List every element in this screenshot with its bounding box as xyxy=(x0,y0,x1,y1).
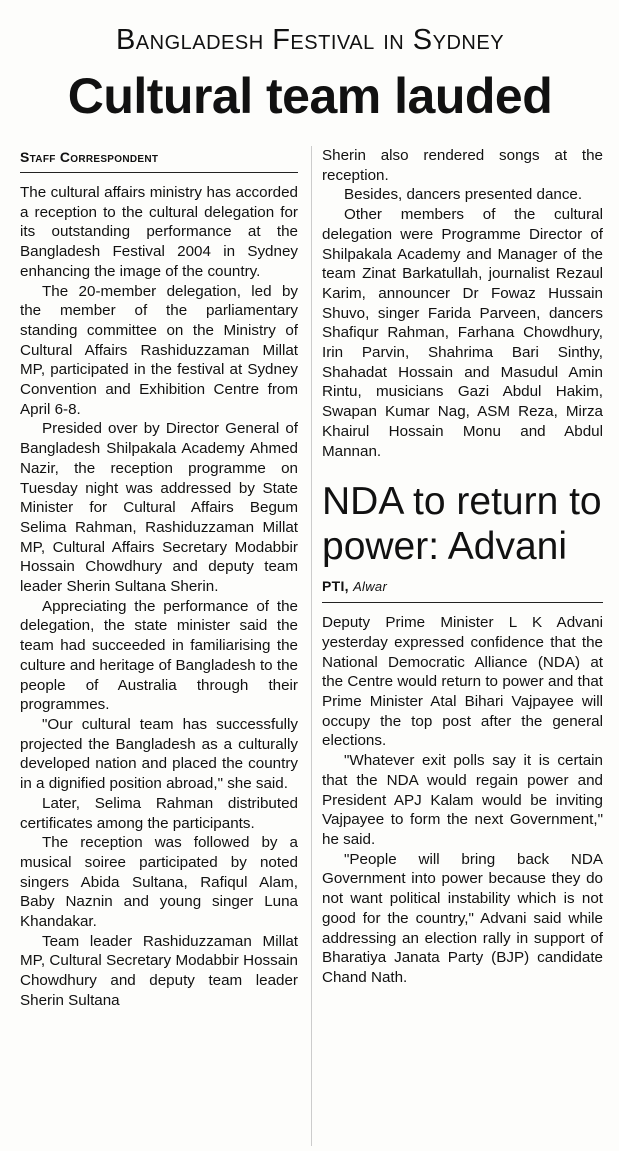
story1-paragraph: The reception was followed by a musical soiree participated by noted singers Abida Sultana, Rafiqul Alam, Baby Naznin and young singer Luna Khandakar. xyxy=(20,834,298,931)
byline-rule xyxy=(322,602,603,603)
story1-paragraph: "Our cultural team has successfully projected the Bangladesh as a culturally developed nation and placed the country in a dignified position abroad," she said. xyxy=(20,715,298,793)
story1-column-right xyxy=(322,146,603,1148)
story2-byline xyxy=(322,575,603,598)
story2-paragraph: "People will bring back NDA Government into power because they do not want political instability which is not good for the country," Advani said while addressing an election rally in support of Bharatiya Janata Party (BJP) candidate Chand Nath. xyxy=(322,850,603,986)
column-divider xyxy=(311,146,312,1146)
story2-paragraph: Deputy Prime Minister L K Advani yesterday expressed confidence that the National Democratic Alliance (NDA) at the Centre would return to power and that Prime Minister Atal Bihari Vajpayee will occupy the top post after the general elections. xyxy=(322,614,603,750)
story1-paragraph: Later, Selima Rahman distributed certificates among the participants. xyxy=(20,794,298,832)
story1-continuation: Other members of the cultural delegation were Programme Director of Shilpakala Academy and Manager of the team Zinat Barkatullah, journalist Rezaul Karim, announcer Dr Fowaz Hussain Shuvo, singer Farida Parveen, dancers Shafiqur Rahman, Farhana Chowdhury, Irin Parvin, Shahrima Bari Sinthy, Shahadat Hossain and Masudul Amin Rintu, musicians Gazi Abdul Hakim, Swapan Kumar Nag, ASM Reza, Mirza Khairul Hossain Monu and Abdul Mannan. xyxy=(322,206,603,460)
story2-paragraph: "Whatever exit polls say it is certain that the NDA would regain power and President APJ Kalam would be inviting Vajpayee to form the next Government," he said. xyxy=(322,752,603,848)
story1-paragraph: The cultural affairs ministry has accorded a reception to the cultural delegation for its outstanding performance at the Bangladesh Festival 2004 in Sydney enhancing the image of the country. xyxy=(20,184,298,280)
story1-paragraph: Team leader Rashiduzzaman Millat MP, Cultural Secretary Modabbir Hossain Chowdhury and deputy team leader Sherin Sultana xyxy=(20,932,298,1009)
story2-headline: NDA to return to power: Advani xyxy=(322,480,602,569)
story1-headline: Cultural team lauded xyxy=(67,68,553,124)
story1-paragraph: Presided over by Director General of Bangladesh Shilpakala Academy Ahmed Nazir, the reception programme on Tuesday night was addressed by State Minister for Cultural Affairs Begum Selima Rahman, Rashiduzzaman Millat MP, Cultural Affairs Secretary Modabbir Hossain Chowdhury and deputy team leader Sherin Sultana Sherin. xyxy=(20,420,298,596)
story1-column-left xyxy=(20,146,298,1148)
byline-rule xyxy=(20,172,298,173)
story1-paragraph: Appreciating the performance of the delegation, the state minister said the team had succeeded in familiarising the culture and heritage of Bangladesh to the people of Australia through their programmes. xyxy=(20,597,298,714)
story1-paragraph: The 20-member delegation, led by the member of the parliamentary standing committee on the Ministry of Cultural Affairs Rashiduzzaman Millat MP, participated in the festival at Sydney Convention and Exhibition Centre from April 6-8. xyxy=(20,282,298,418)
story1-continuation: Sherin also rendered songs at the reception. xyxy=(322,147,603,184)
story2-byline-agency: PTI, xyxy=(322,578,349,595)
story1-byline: Staff Correspondent xyxy=(20,149,159,165)
story2-byline-place: Alwar xyxy=(353,579,388,595)
story1-kicker: Bangladesh Festival in Sydney xyxy=(115,24,505,56)
story1-continuation: Besides, dancers presented dance. xyxy=(344,186,583,204)
